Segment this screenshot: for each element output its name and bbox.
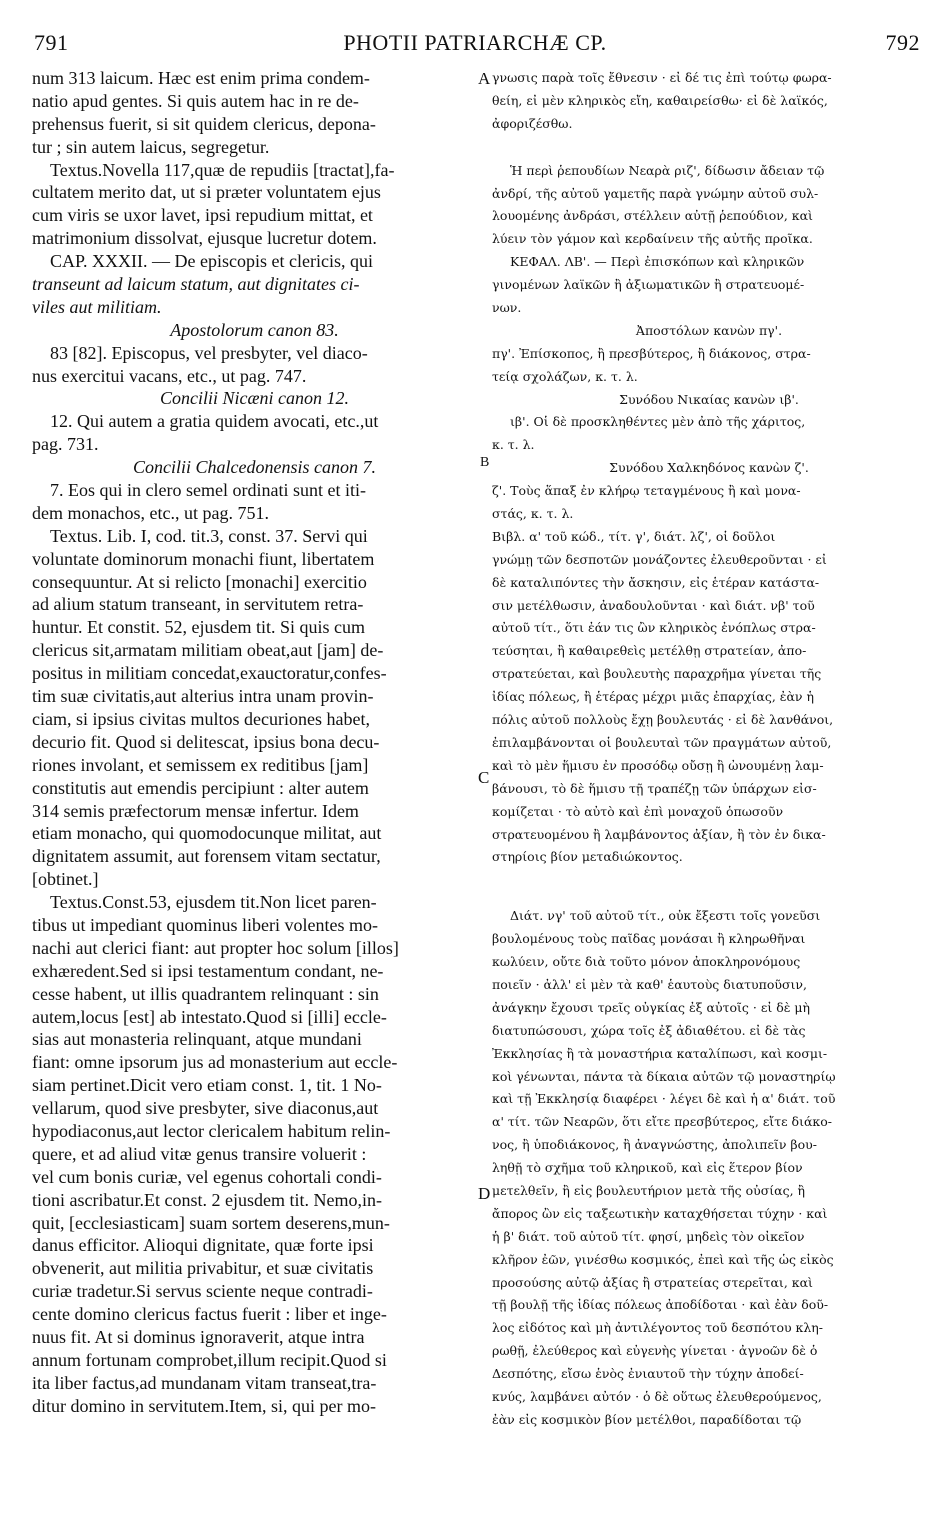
greek-line: ληθῇ τὸ σχῆμα τοῦ κληρικοῦ, καὶ εἰς ἕτερον βίον [492,1160,803,1176]
latin-line: huntur. Et constit. 52, ejusdem tit. Si quis cum [32,617,365,638]
latin-line: exhæredent.Sed si ipsi testamentum condant, ne- [32,960,384,981]
greek-line: γνώμῃ τῶν δεσποτῶν μονάζοντες ἐλευθεροῦνται · εἰ [492,551,827,567]
greek-line: νος, ἢ ὑποδιάκονος, ἢ ἀναγνώστης, ἀπολιπεῖν βου- [492,1137,817,1153]
greek-line: ἀφοριζέσθω. [492,115,573,131]
latin-line: etiam monacho, qui quomodocunque militat, aut [32,823,382,844]
latin-line: hypodiaconus,aut lector clericalem habitum relin- [32,1120,391,1141]
latin-line: cesse habent, ut illis quadrantem relinquant : sin [32,983,379,1004]
latin-line: decurio fit. Quod si delitescat, ipsius bona decu- [32,731,380,752]
latin-line: 7. Eos qui in clero semel ordinati sunt et iti- [50,480,366,501]
greek-line: κλῆρον ἐῶν, γινέσθω κοσμικός, ἐπεὶ καὶ τῆς ὡς εἰκὸς [492,1251,834,1267]
greek-line: ἐὰν εἰς κοσμικὸν βίον μετέλθοι, παραδίδοται τῷ [492,1411,802,1427]
latin-line: Textus. Lib. I, cod. tit.3, const. 37. Servi qui [50,525,368,546]
latin-line: Textus.Const.53, ejusdem tit.Non licet paren- [50,892,377,913]
chapter-heading: viles aut militiam. [32,296,162,317]
greek-line: κομίζεται · τὸ αὐτὸ καὶ ἐπὶ μοναχοῦ ὁπωσοῦν [492,803,784,819]
greek-line: λουομένης ἀνδράσι, στέλλειν αὐτῇ ῥεπούδιον, καὶ [492,208,813,224]
greek-line: πγ'. Ἐπίσκοπος, ἢ πρεσβύτερος, ἢ διάκονος, στρα- [492,345,811,361]
greek-line: θείη, εἰ μὲν κληρικὸς εἴη, καθαιρείσθω· εἰ δὲ λαϊκός, [492,92,828,108]
page-number-left: 791 [34,30,69,55]
greek-line: τῇ βουλῇ τῆς ἰδίας πόλεως ἀποδίδοται · καὶ ἐὰν δοῦ- [492,1297,829,1313]
greek-line: στηρίοις βίον μεταδιώκοντος. [492,849,683,865]
latin-line: cum viris se uxor lavet, ipsi repudium mittat, et [32,205,373,226]
latin-line: quit, [ecclesiasticam] suam sortem deserens,mun- [32,1212,390,1233]
latin-line: siam pertinet.Dicit vero etiam const. 1, tit. 1 No- [32,1075,382,1096]
latin-line: ciam, si ipsius civitas multos decuriones habet, [32,708,370,729]
latin-line: vel cum bonis curiæ, vel egenus cohortali condi- [32,1166,382,1187]
latin-line: clericus sit,armatam militiam obeat,aut [jam] de- [32,640,384,661]
canon-heading: Concilii Chalcedonensis canon 7. [133,457,376,478]
greek-line: τεύσηται, ἢ καθαιρεθεὶς μετέλθῃ στρατείαν, ἀπο- [492,643,807,659]
latin-line: 12. Qui autem a gratia quidem avocati, etc.,ut [50,411,379,432]
margin-letter-d: D [478,1184,491,1203]
latin-line: autem,locus [est] ab intestato.Quod si [illi] eccle- [32,1006,387,1027]
latin-line: quere, et ad aliud vitæ genus transire voluerit : [32,1143,367,1164]
latin-line: tioni ascribatur.Et const. 2 ejusdem tit. Nemo,in- [32,1189,382,1210]
latin-line: matrimonium dissolvat, ejusque lucretur dotem. [32,228,377,249]
latin-line: curiæ tradetur.Si servus sciente neque contradi- [32,1281,373,1302]
latin-line: Textus.Novella 117,quæ de repudiis [tractat],fa- [50,159,395,180]
latin-line: 83 [82]. Episcopus, vel presbyter, vel diaco- [50,342,368,363]
page-header [30,30,920,64]
latin-line: [obtinet.] [32,869,99,890]
greek-line: αὐτοῦ τίτ., ὅτι ἐάν τις ὢν κληρικὸς ἐνόπλως στρα- [492,620,816,636]
greek-line: καὶ τῇ Ἐκκλησίᾳ διαφέρει · λέγει δὲ καὶ ἡ α' διάτ. τοῦ [492,1091,836,1107]
canon-heading: Concilii Nicæni canon 12. [160,388,349,409]
greek-line: τείᾳ σχολάζων, κ. τ. λ. [492,368,638,384]
greek-line: καὶ τὸ μὲν ἥμισυ ἐν προσόδῳ οὔσῃ ἢ ὠνουμένῃ λαμ- [492,757,824,773]
latin-line: annum fortunam comprobet,illum recipit.Quod si [32,1349,387,1370]
greek-canon-heading: Ἀποστόλων κανὼν πγ'. [635,322,783,338]
greek-line: ἡ β' διάτ. τοῦ αὐτοῦ τίτ. φησί, μηδεὶς τὸν οἰκεῖον [492,1228,805,1244]
latin-line: fiant: omne ipsorum jus ad monasterium aut eccle- [32,1052,398,1073]
greek-line: κοὶ γένωνται, πάντα τὰ δίκαια αὐτῶν τῷ μοναστηρίῳ [492,1068,836,1084]
latin-line: cente domino clericus factus fuerit : liber et inge- [32,1304,387,1325]
greek-line: ιβ'. Οἱ δὲ προσκληθέντες μὲν ἀπὸ τῆς χάριτος, [510,414,806,430]
margin-letter-c: C [478,768,490,787]
greek-line: ἀνδρί, τῆς αὐτοῦ γαμετῆς παρὰ γνώμην αὐτοῦ συλ- [492,185,819,201]
greek-line: γνωσις παρὰ τοῖς ἔθνεσιν · εἰ δέ τις ἐπὶ τούτῳ φωρα- [492,70,832,85]
latin-line: obvenerit, aut militia privabitur, et suæ civitatis [32,1258,374,1279]
greek-line: ἄπορος ὢν εἰς ταξεωτικὴν καταχθήσεται τύχην · καὶ [492,1205,828,1221]
latin-line: tibus ut impediant quominus liberi volentes mo- [32,914,378,935]
latin-line: positus in militiam concedat,exauctoratur,confes- [32,663,387,684]
greek-line: διατυπώσουσι, χώρα τοῖς ἐξ ἀδιαθέτου. εἰ δὲ τὰς [492,1022,806,1038]
greek-line: Δεσπότης, εἴσω ἑνὸς ἐνιαυτοῦ τὴν τύχην ἀποδεί- [492,1366,804,1382]
chapter-heading: transeunt ad laicum statum, aut dignitates ci- [32,274,360,295]
canon-heading: Apostolorum canon 83. [170,319,339,340]
greek-line: μετελθεῖν, ἢ εἰς βουλευτήριον μετὰ τῆς οὐσίας, ἢ [492,1182,806,1198]
greek-line: ἐπιλαμβάνονται οἱ βουλευταὶ τῶν πραγμάτων αὐτοῦ, [492,734,832,750]
latin-line: 314 semis præfectorum mensæ infertur. Idem [32,800,359,821]
greek-line: κ. τ. λ. [492,437,535,453]
latin-line: tur ; sin autem laicus, segregetur. [32,136,270,157]
greek-line: λύειν τὸν γάμον καὶ κερδαίνειν τῆς αὐτῆς προῖκα. [492,231,813,247]
greek-line: Ἐκκλησίας ἢ τὰ μοναστήρια καταλίπωσι, καὶ κοσμι- [492,1045,828,1061]
latin-line: danus efficitor. Alioqui dignitate, quæ forte ipsi [32,1235,374,1256]
greek-line: α' τίτ. τῶν Νεαρῶν, ὅτι εἴτε πρεσβύτερος, εἴτε διάκο- [492,1114,832,1130]
latin-line: consequuntur. At si relicto [monachi] exercitio [32,571,367,592]
greek-line: ποιεῖν · ἀλλ' εἰ μὲν τὰ καθ' ἑαυτοὺς διατυποῦσιν, [492,976,807,992]
latin-line: voluntate dominorum monachi fiunt, libertatem [32,548,375,569]
latin-line: cultatem merito dat, ut si præter voluntatem ejus [32,182,381,203]
greek-chapter-heading: γινομένων λαϊκῶν ἢ ἀξιωματικῶν ἢ στρατευομέ- [492,277,805,293]
latin-line: vellarum, quod sive presbyter, sive diaconus,aut [32,1098,379,1119]
greek-line: λος εἰδότος καὶ μὴ ἀντιλέγοντος τοῦ δεσπότου κλη- [492,1320,823,1336]
chapter-heading: CAP. XXXII. — De episcopis et clericis, qui [50,251,373,272]
greek-line: Διάτ. νγ' τοῦ αὐτοῦ τίτ., οὐκ ἔξεστι τοῖς γονεῦσι [510,908,821,924]
greek-line: στρατευομένου ἢ λαμβάνοντος ἀξίαν, ἢ τὸν ἐν δικα- [492,826,826,842]
greek-chapter-heading: ΚΕΦΑΛ. ΛΒ'. — Περὶ ἐπισκόπων καὶ κληρικῶν [510,254,805,270]
margin-letter-a: A [478,69,491,88]
greek-canon-heading: Συνόδου Χαλκηδόνος κανὼν ζ'. [609,460,809,476]
greek-line: βουλομένους τοὺς παῖδας μονάσαι ἢ κληρωθῆναι [492,931,806,947]
latin-line: constitutis aut emendis percipiunt : alter autem [32,777,369,798]
greek-line: Ἡ περὶ ῥεπουδίων Νεαρὰ ριζ', δίδωσιν ἄδειαν τῷ [510,162,825,178]
latin-line: riones involant, et semissem ex reditibus [jam] [32,754,369,775]
greek-line: ρωθῇ, ἐλεύθερος καὶ εὐγενὴς γίνεται · ἀγνοῶν δὲ ὁ [492,1343,818,1359]
latin-line: nuus fit. At si dominus ignoraverit, atque intra [32,1326,365,1347]
latin-line: ditur domino in servitutem.Item, si, qui per mo- [32,1395,376,1416]
latin-line: dignitatem assumit, aut forensem vitam sectatur, [32,846,381,867]
greek-canon-heading: Συνόδου Νικαίας κανὼν ιβ'. [619,391,799,407]
running-title: PHOTII PATRIARCHÆ CP. [343,30,607,55]
greek-line: Βιβλ. α' τοῦ κώδ., τίτ. γ', διάτ. λζ', οἱ δοῦλοι [492,528,776,544]
latin-line: num 313 laicum. Hæc est enim prima condem- [32,68,370,88]
greek-line: ἀνάγκην ἔχουσι τρεῖς οὐγκίας ἐξ αὐτοῖς · εἰ δὲ μὴ [492,999,811,1015]
latin-column [32,67,477,1418]
greek-chapter-heading: νων. [492,300,522,316]
latin-line: ita liber factus,ad mundanam vitam transeat,tra- [32,1372,377,1393]
greek-line: πόλις αὐτοῦ πολλοὺς ἔχῃ βουλευτάς · εἰ δὲ λανθάνοι, [492,712,834,728]
latin-line: dem monachos, etc., ut pag. 751. [32,502,269,523]
greek-line: κωλύειν, οὔτε διὰ τοῦτο μόνον ἀποκληρονόμους [492,954,801,970]
greek-line: κνύς, λαμβάνει αὐτόν · ὁ δὲ οὕτως ἐλευθερούμενος, [492,1388,822,1404]
margin-letter-b: B [480,455,490,470]
latin-line: natio apud gentes. Si quis autem hac in re de- [32,90,359,111]
greek-line: ζ'. Τοὺς ἅπαξ ἐν κλήρῳ τεταγμένους ἢ καὶ μονα- [492,483,801,499]
greek-line: ἰδίας πόλεως, ἢ ἑτέρας μέχρι μιᾶς ἐπαρχίας, ἐὰν ἡ [492,689,814,705]
latin-line: prehensus fuerit, si sit quidem clericus, depona- [32,113,376,134]
greek-line: βάνουσι, τὸ δὲ ἥμισυ τῇ τραπέζῃ τῶν ὑπάρχων εἰσ- [492,780,817,796]
latin-line: sias aut monasteria relinquant, atque mundani [32,1029,362,1050]
latin-line: nus exercitui vacans, etc., ut pag. 747. [32,365,307,386]
greek-line: δὲ καταλιπόντες τὴν ἄσκησιν, εἰς ἑτέραν κατάστα- [492,574,820,590]
latin-line: tim suæ civitatis,aut alterius intra unam provin- [32,686,374,707]
greek-column [492,67,926,1432]
latin-line: ad alium statum transeant, in servitutem retra- [32,594,364,615]
greek-line: στρατεύεται, καὶ βουλευτὴς παραχρῆμα γίνεται τῆς [492,666,822,682]
greek-line: σιν μετέλθωσιν, ἀναδουλοῦνται · καὶ διάτ. νβ' τοῦ [492,597,815,613]
latin-line: pag. 731. [32,434,99,455]
greek-line: στάς, κ. τ. λ. [492,506,574,522]
greek-line: προσούσης αὐτῷ ἀξίας ἢ στρατείας στερεῖται, καὶ [492,1274,813,1290]
latin-line: nachi aut clerici fiant: aut propter hoc solum [illos] [32,937,399,958]
page-number-right: 792 [885,30,920,55]
